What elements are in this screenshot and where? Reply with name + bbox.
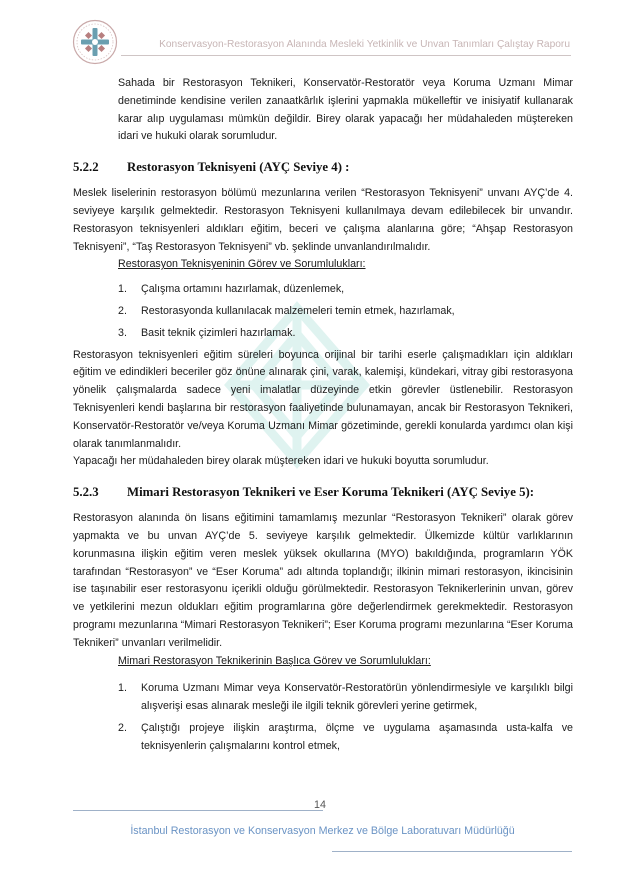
list-item: 1. Çalışma ortamını hazırlamak, düzenlemek,	[118, 283, 345, 296]
report-title: Konservasyon-Restorasyon Alanında Mesleki Yetkinlik ve Unvan Tanımları Çalıştay Raporu	[159, 39, 570, 50]
header-divider	[121, 55, 571, 56]
list-item: 2. Çalıştığı projeye ilişkin araştırma, ölçme ve uygulama aşamasında usta-kalfa ve teknisyenlerin çalışmalarını kontrol etmek,	[118, 721, 573, 752]
institution-logo	[72, 19, 118, 65]
section-paragraph: Restorasyon teknisyenleri eğitim süreleri boyunca orijinal bir tarihi eserle çalışmadıkları için aldıkları eğitim ve edindikleri beceriler göz önüne alınarak çini, varak, kalemişi, kündekari, vitray gibi restorasyona yönelik çalışmalarda sadece yeni imalatlar düzeyinde etkin görevler üstlenebilir. Restorasyon Teknisyenleri kendi başlarına bir restorasyon faaliyetinde bulunamayan, ancak bir Restorasyon Teknikeri, Konservatör-Restoratör ve/veya Koruma Uzmanı Mimar gözetiminde, gerekli konularda yardımcı olan kişi olarak tanımlanmalıdır.	[73, 348, 573, 450]
footer-divider	[73, 810, 323, 811]
subheading: Mimari Restorasyon Teknikerinin Başlıca Görev ve Sorumlulukları:	[118, 654, 431, 667]
intro-paragraph: Sahada bir Restorasyon Teknikeri, Konservatör-Restoratör veya Koruma Uzmanı Mimar denetiminde kendisine verilen zanaatkârlık işlerini yapmakla mükelleftir ve inisiyatif kullanarak karar alıp uygulaması mümkün değildir. Birey olarak yapacağı her müdahaleden müştereken idari ve hukuki olarak sorumludur.	[118, 77, 573, 143]
subheading: Restorasyon Teknisyeninin Görev ve Sorumlulukları:	[118, 258, 366, 271]
footer-institution: İstanbul Restorasyon ve Konservasyon Merkez ve Bölge Laboratuvarı Müdürlüğü	[130, 825, 515, 837]
document-body	[73, 75, 573, 760]
duties-list	[73, 680, 573, 755]
section-paragraph: Yapacağı her müdahaleden birey olarak müştereken idari ve hukuki boyutta sorumludur.	[73, 455, 489, 468]
section-title: Restorasyon Teknisyeni (AYÇ Seviye 4) :	[127, 160, 350, 175]
section-number: 5.2.3	[73, 485, 99, 500]
page-number: 14	[314, 799, 326, 811]
duties-list	[73, 281, 573, 342]
list-item: 1. Koruma Uzmanı Mimar veya Konservatör-Restoratörün yönlendirmesiyle ve karşılıklı bilgi alışverişi esas alınarak mesleği ile ilgili teknik görevleri yerine getirmek,	[118, 682, 573, 713]
section-heading-5-2-3	[73, 483, 573, 501]
section-paragraph: Restorasyon alanında ön lisans eğitimini tamamlamış mezunlar “Restorasyon Teknikeri” olarak görev yapmakta ve bu unvan AYÇ’de 5. seviyeye karşılık gelmektedir. Ülkemizde kültür varlıklarının korunmasına ilişkin eğitim veren meslek yüksek okullarına (MYO) bakıldığında, programların YÖK tarafından “Restorasyon” ve “Eser Koruma” adı altında toplandığı; ilkinin mimari restorasyon, ikincisinin ise taşınabilir eser restorasyonu içerikli olduğu görülmektedir. Restorasyon Teknikerlerinin unvan, görev ve yetkilerini mezun oldukları eğitim programlarına göre değerlendirmek gerekmektedir. Restorasyon programı mezunlarına “Mimari Restorasyon Teknikeri”; Eser Koruma programı mezunlarına “Eser Koruma Teknikeri” unvanları verilmelidir.	[73, 512, 573, 649]
list-item: 2. Restorasyonda kullanılacak malzemeleri temin etmek, hazırlamak,	[118, 304, 455, 317]
section-paragraph: Meslek liselerinin restorasyon bölümü mezunlarına verilen “Restorasyon Teknisyeni” unvanı AYÇ’de 4. seviyeye karşılık gelmektedir. Restorasyon Teknisyeni kullanılmaya devam edilebilecek bir unvandır. Restorasyon teknisyenleri aldıkları eğitim, beceri ve çalışma alanlarına göre; “Ahşap Restorasyon Teknisyeni”, “Taş Restorasyon Teknisyeni” vb. şeklinde unvanlandırılmalıdır.	[73, 187, 573, 253]
section-heading-5-2-2	[73, 158, 573, 176]
list-item: 3. Basit teknik çizimleri hazırlamak.	[118, 326, 296, 339]
section-number: 5.2.2	[73, 160, 99, 175]
section-title: Mimari Restorasyon Teknikeri ve Eser Koruma Teknikeri (AYÇ Seviye 5):	[127, 485, 535, 500]
footer-divider	[332, 851, 572, 852]
